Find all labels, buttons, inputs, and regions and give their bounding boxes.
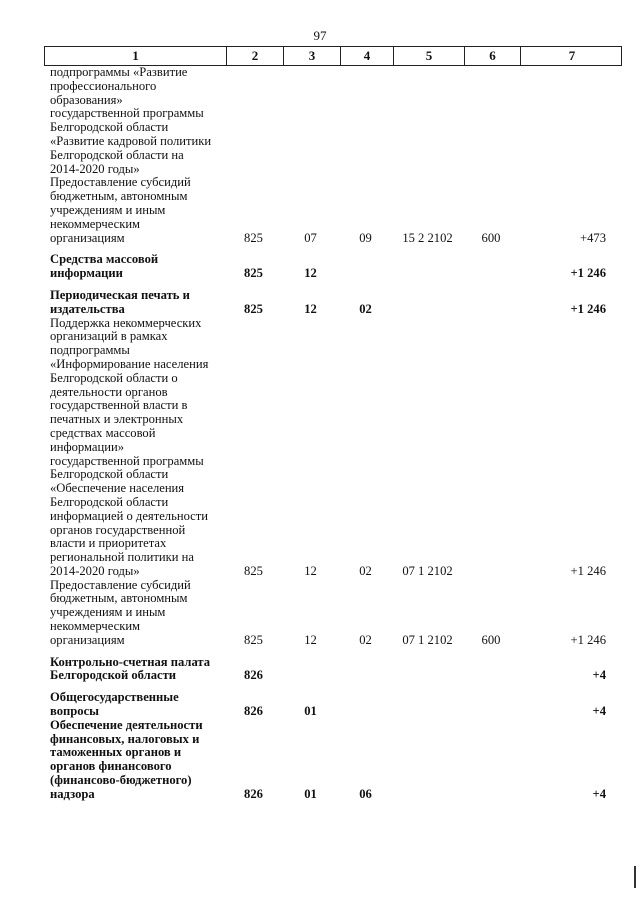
description-line: вопросы [50,704,99,719]
cell-col-4: 02 [359,632,372,647]
cell-col-2: 825 [244,563,263,578]
description-line: печатных и электронных [50,412,184,427]
description-line: подпрограммы [50,343,130,358]
description-line: организаций в рамках [50,329,168,344]
description-line: 2014-2020 годы» [50,161,140,176]
cell-col-4: 02 [359,563,372,578]
row-description [44,579,225,648]
cell-col-6: 600 [481,632,501,647]
description-line: (финансово-бюджетного) [50,773,192,788]
row-description [44,66,225,245]
cell-col-2: 826 [244,668,263,683]
cell-col-3: 01 [304,704,317,719]
row-description [44,253,225,281]
cell-col-7: +1 246 [570,563,606,578]
cell-col-7: +473 [580,230,606,245]
description-line: «Обеспечение населения [50,481,185,496]
cell-col-2: 825 [244,230,263,245]
description-line: учреждениям и иным [50,605,166,620]
table-header [44,46,622,66]
description-line: Средства массовой [50,252,159,267]
description-line: Белгородской области [50,494,169,509]
description-line: Общегосударственные [50,690,179,705]
description-line: информации [50,266,123,281]
cell-col-3: 01 [304,786,317,801]
description-line: Белгородской области о [50,370,178,385]
description-line: региональной политики на [50,550,194,565]
cell-col-4: 06 [359,786,372,801]
column-header-5: 5 [393,47,464,65]
row-description [44,719,225,802]
description-line: организациям [50,632,125,647]
description-line: некоммерческим [50,619,141,634]
description-line: информацией о деятельности [50,508,209,523]
column-header-2: 2 [226,47,283,65]
description-line: бюджетным, автономным [50,591,188,606]
cell-col-2: 825 [244,266,263,281]
description-line: Контрольно-счетная палата [50,654,211,669]
cell-col-5: 07 1 2102 [402,632,453,647]
cell-col-7: +1 246 [570,301,606,316]
table-row [44,579,622,648]
column-header-6: 6 [464,47,520,65]
row-description [44,317,225,579]
column-header-4: 4 [340,47,393,65]
cell-col-3: 12 [304,632,317,647]
description-line: образования» [50,92,123,107]
description-line: профессионального [50,78,157,93]
description-line: Периодическая печать и [50,287,190,302]
description-line: подпрограммы «Развитие [50,65,188,79]
cell-col-7: +1 246 [570,266,606,281]
description-line: надзора [50,786,95,801]
description-line: власти и приоритетах [50,536,167,551]
description-line: государственной власти в [50,398,188,413]
description-line: Белгородской области [50,668,177,683]
description-line: средствах массовой [50,425,156,440]
description-line: органов государственной [50,522,186,537]
description-line: Поддержка некоммерческих [50,315,202,330]
row-description [44,691,225,719]
table-body [44,66,622,802]
cell-col-4: 09 [359,230,372,245]
table-row [44,253,622,281]
description-line: некоммерческим [50,216,141,231]
description-line: таможенных органов и [50,745,182,760]
column-header-1: 1 [132,48,139,63]
description-line: деятельности органов [50,384,168,399]
cell-col-3: 12 [304,301,317,316]
table-row [44,66,622,245]
column-header-7: 7 [520,47,623,65]
description-line: Предоставление субсидий [50,175,191,190]
column-header-3: 3 [283,47,340,65]
cell-col-2: 825 [244,301,263,316]
description-line: финансовых, налоговых и [50,731,200,746]
description-line: издательства [50,301,125,316]
description-line: органов финансового [50,759,172,774]
description-line: Белгородской области на [50,147,184,162]
cell-col-4: 02 [359,301,372,316]
cell-col-3: 12 [304,563,317,578]
description-line: Белгородской области [50,120,169,135]
description-line: Предоставление субсидий [50,577,191,592]
description-line: бюджетным, автономным [50,189,188,204]
row-description [44,289,225,317]
description-line: Обеспечение деятельности [50,717,203,732]
description-line: государственной программы [50,453,204,468]
cell-col-2: 825 [244,632,263,647]
description-line: организациям [50,230,125,245]
cell-col-5: 15 2 2102 [402,230,453,245]
description-line: Белгородской области [50,467,169,482]
cell-col-7: +4 [592,786,606,801]
cell-col-6: 600 [481,230,501,245]
cell-col-3: 12 [304,266,317,281]
cell-col-2: 826 [244,704,263,719]
page-edge-mark [634,866,636,888]
table-row [44,656,622,684]
cell-col-2: 826 [244,786,263,801]
row-description [44,656,225,684]
table-row [44,719,622,802]
description-line: «Информирование населения [50,356,209,371]
cell-col-7: +4 [592,704,606,719]
cell-col-3: 07 [304,230,317,245]
page-number: 97 [313,28,327,43]
description-line: информации» [50,439,125,454]
table-row [44,289,622,317]
cell-col-7: +4 [592,668,606,683]
description-line: «Развитие кадровой политики [50,133,212,148]
cell-col-5: 07 1 2102 [402,563,453,578]
description-line: 2014-2020 годы» [50,563,140,578]
table-row [44,691,622,719]
description-line: государственной программы [50,106,204,121]
cell-col-7: +1 246 [570,632,606,647]
description-line: учреждениям и иным [50,202,166,217]
table-row [44,317,622,579]
